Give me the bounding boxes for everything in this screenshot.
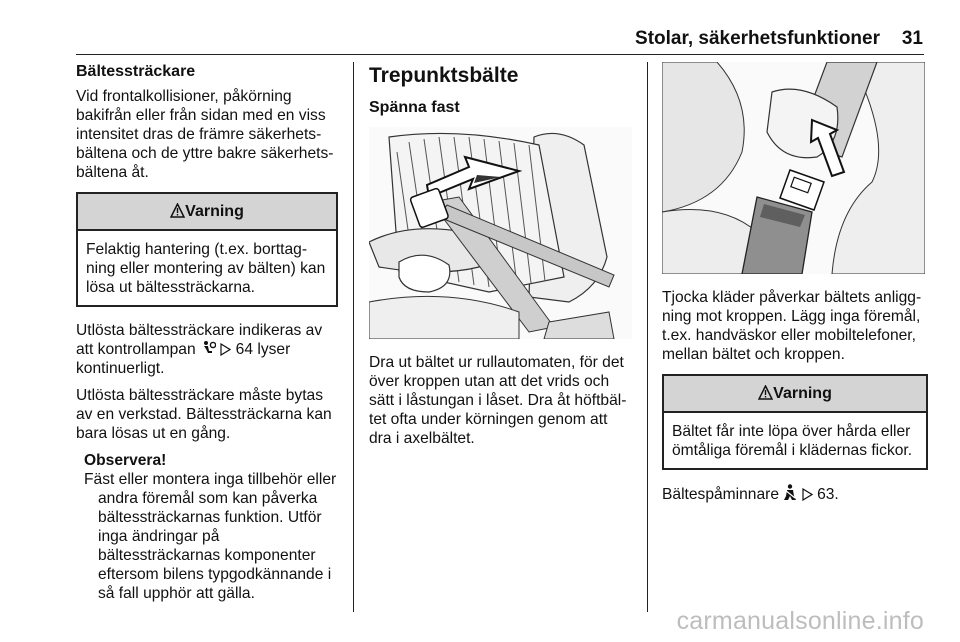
column-1 (76, 62, 338, 603)
column-divider-2 (647, 62, 648, 612)
indicator-text-b: lyser kontinuerligt. (76, 341, 291, 377)
warning-header-2 (664, 376, 926, 413)
header-rule (76, 54, 924, 55)
reminder-paragraph (662, 484, 928, 504)
watermark: carmanualsonline.info (676, 607, 924, 635)
warning-text-2: Bältet får inte löpa över hårda eller ömtåliga föremål i klädernas fickor. (672, 423, 913, 459)
airbag-person-icon (200, 340, 216, 356)
page-header-title: Stolar, säkerhetsfunktioner (635, 28, 880, 49)
warning-title-2: Varning (773, 385, 832, 402)
warning-box (76, 192, 338, 307)
page-reference-63[interactable]: 63. (817, 486, 839, 503)
column-divider-1 (353, 62, 354, 612)
column-2 (369, 62, 633, 456)
page-number: 31 (901, 28, 923, 49)
clothing-paragraph: Tjocka kläder påverkar bältets anligg-ning mot kroppen. Lägg inga föremål, t.ex. handväskor eller mobiltelefoner, mellan bältet och kroppen. (662, 289, 922, 363)
warning-text: Felaktig hantering (t.ex. borttag-ning eller montering av bälten) kan lösa ut bältessträckarna. (86, 241, 326, 296)
subheading-spanna-fast: Spänna fast (369, 99, 460, 116)
warning-triangle-icon (758, 385, 773, 400)
buckle-insertion-illustration (662, 62, 925, 274)
page-reference-arrow-icon[interactable] (802, 488, 813, 501)
warning-triangle-icon (170, 203, 185, 218)
page-reference-arrow-icon[interactable] (220, 343, 231, 356)
section-heading-baltesstrackare: Bältessträckare (76, 63, 196, 80)
indicator-text-a: Utlösta bältessträckare indikeras av att kontrollampan (76, 322, 323, 358)
replacement-paragraph: Utlösta bältessträckare måste bytas av en verkstad. Bältessträckarna kan bara lösas ut en gång. (76, 387, 332, 442)
indicator-paragraph (76, 321, 338, 378)
note-box (84, 451, 338, 603)
intro-paragraph: Vid frontalkollisioner, påkörning bakifrån eller från sidan med en viss intensitet dras de främre säkerhets-bältena och de yttre bakre säkerhets-bältena åt. (76, 88, 334, 181)
note-title: Observera! (84, 452, 167, 469)
seatbelt-person-icon (783, 484, 797, 501)
column-3 (662, 62, 928, 512)
warning-title: Varning (185, 203, 244, 220)
seatbelt-fastening-illustration (369, 127, 632, 339)
page-reference-64[interactable]: 64 (235, 341, 254, 358)
reminder-label: Bältespåminnare (662, 486, 780, 503)
fastening-instructions: Dra ut bältet ur rullautomaten, för det över kroppen utan att det vrids och sätt i låstungan i låset. Dra åt höftbäl-tet ofta under körningen genom att dra i axelbältet. (369, 354, 627, 447)
section-heading-trepunktsbalte: Trepunktsbälte (369, 64, 519, 87)
warning-header (78, 194, 336, 231)
note-text: Fäst eller montera inga tillbehör eller andra föremål som kan påverka bältessträckarnas funktion. Utför inga ändringar på bältessträckarnas komponenter eftersom bilens typgodkännande i så fall upphör att gälla. (84, 471, 337, 602)
warning-box-2 (662, 374, 928, 470)
